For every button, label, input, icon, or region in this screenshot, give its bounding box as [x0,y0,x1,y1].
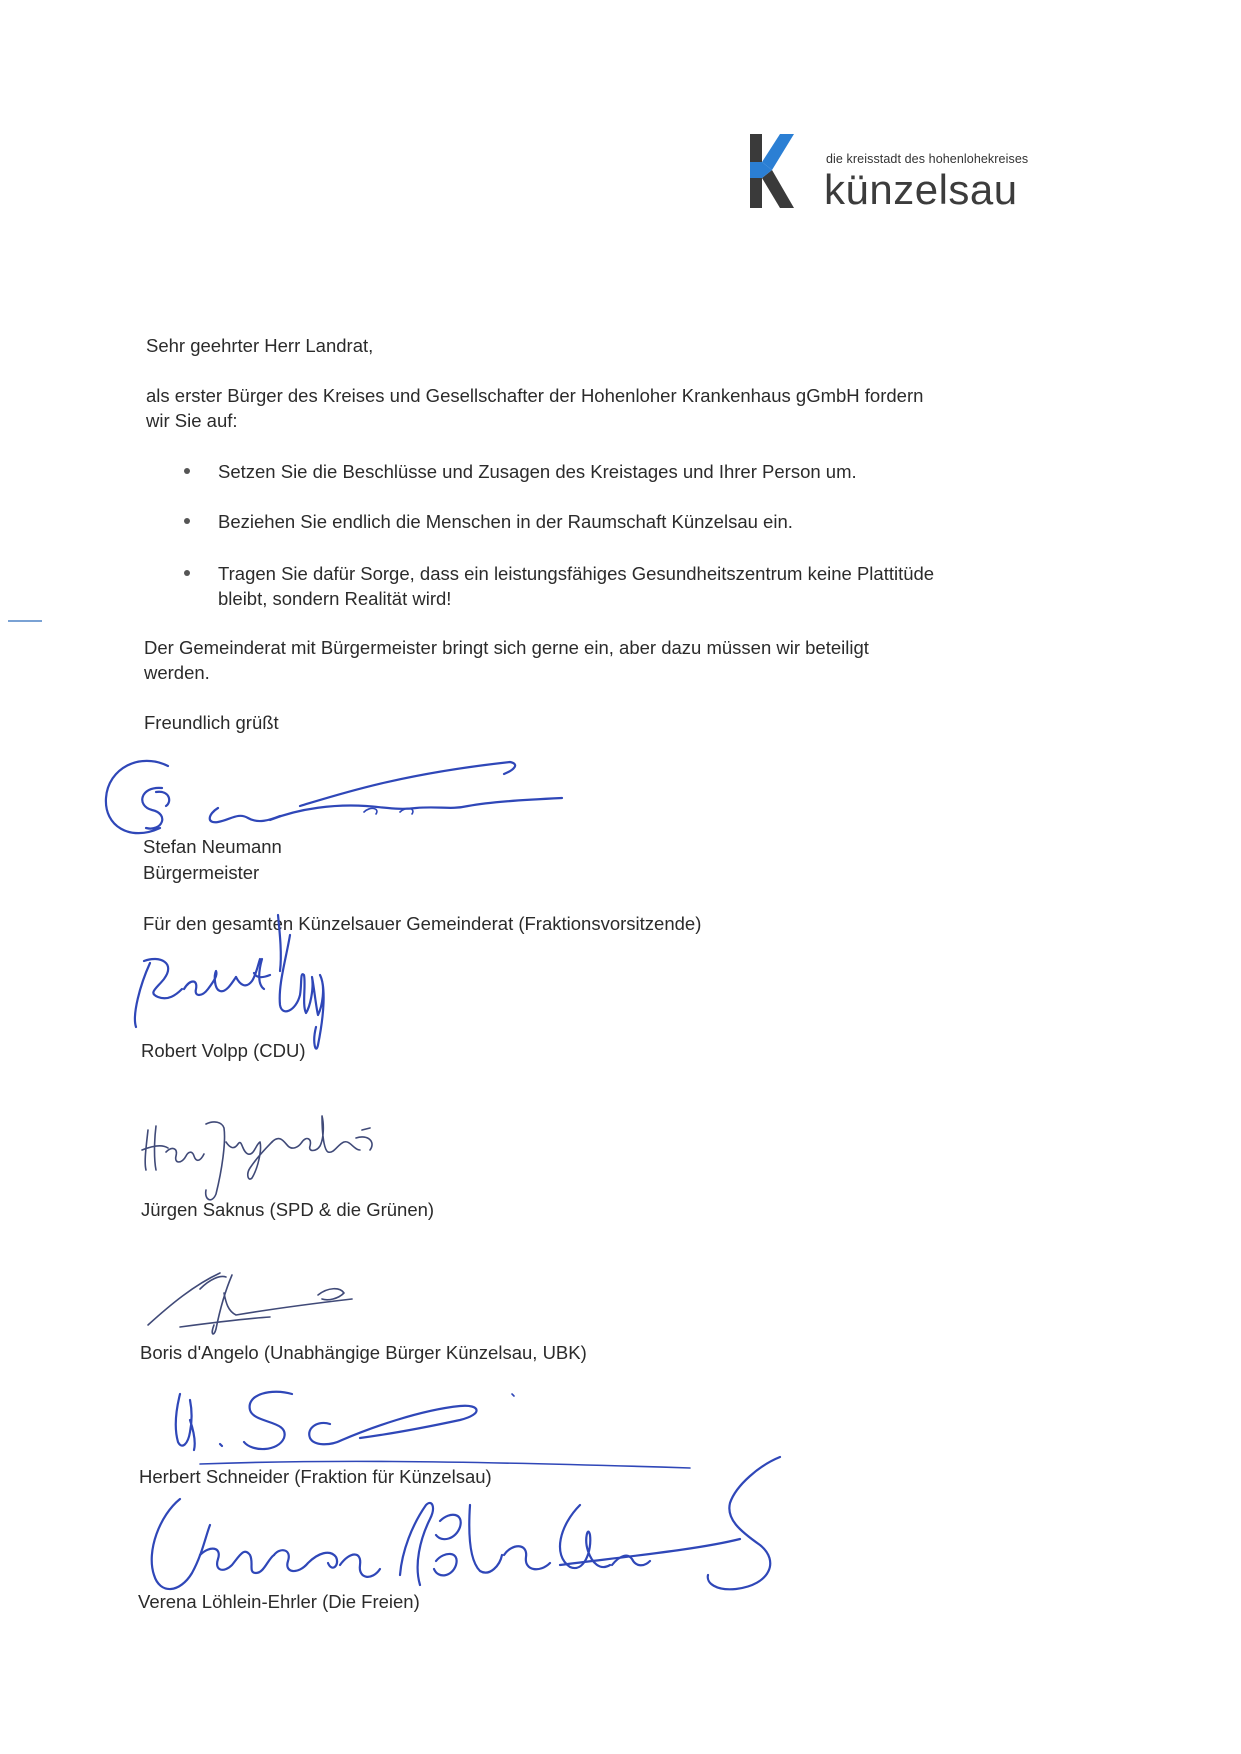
logo-name: künzelsau [824,166,1018,213]
signature-boris-dangelo [140,1265,380,1345]
mayor-name: Stefan Neumann [143,836,282,857]
member-5-name: Verena Löhlein-Ehrler (Die Freien) [138,1591,420,1612]
bullet-icon [184,570,190,576]
margin-fold-mark [8,620,42,622]
logo-tagline: die kreisstadt des hohenlohekreises [826,152,1029,166]
bullet-1-text: Setzen Sie die Beschlüsse und Zusagen des Kreistages und Ihrer Person um. [218,461,857,482]
salutation: Sehr geehrter Herr Landrat, [146,335,374,356]
kuenzelsau-logo [750,132,1090,212]
member-4-name: Herbert Schneider (Fraktion für Künzelsau) [139,1466,492,1487]
member-2-name: Jürgen Saknus (SPD & die Grünen) [141,1199,435,1220]
greeting: Freundlich grüßt [144,712,279,733]
intro-line-2: wir Sie auf: [146,410,238,431]
mayor-title: Bürgermeister [143,862,260,883]
signature-juergen-saknus [138,1108,398,1208]
bullet-2-text: Beziehen Sie endlich die Menschen in der Raumschaft Künzelsau ein. [218,511,793,532]
member-3-name: Boris d'Angelo (Unabhängige Bürger Künzelsau, UBK) [140,1342,587,1363]
member-1-name: Robert Volpp (CDU) [141,1040,306,1061]
intro-line-1: als erster Bürger des Kreises und Gesellschafter der Hohenloher Krankenhaus gGmbH fordern [146,385,924,406]
closing-line-1: Der Gemeinderat mit Bürgermeister bringt sich gerne ein, aber dazu müssen wir beteiligt [144,637,869,658]
closing-line-2: werden. [144,662,210,683]
bullet-3-text-line-2: bleibt, sondern Realität wird! [218,588,452,609]
bullet-icon [184,518,190,524]
k-logo-icon [750,132,794,210]
bullet-icon [184,468,190,474]
bullet-3-text-line-1: Tragen Sie dafür Sorge, dass ein leistungsfähiges Gesundheitszentrum keine Plattitüde [218,563,935,584]
council-intro: Für den gesamten Künzelsauer Gemeinderat (Fraktionsvorsitzende) [143,913,702,934]
